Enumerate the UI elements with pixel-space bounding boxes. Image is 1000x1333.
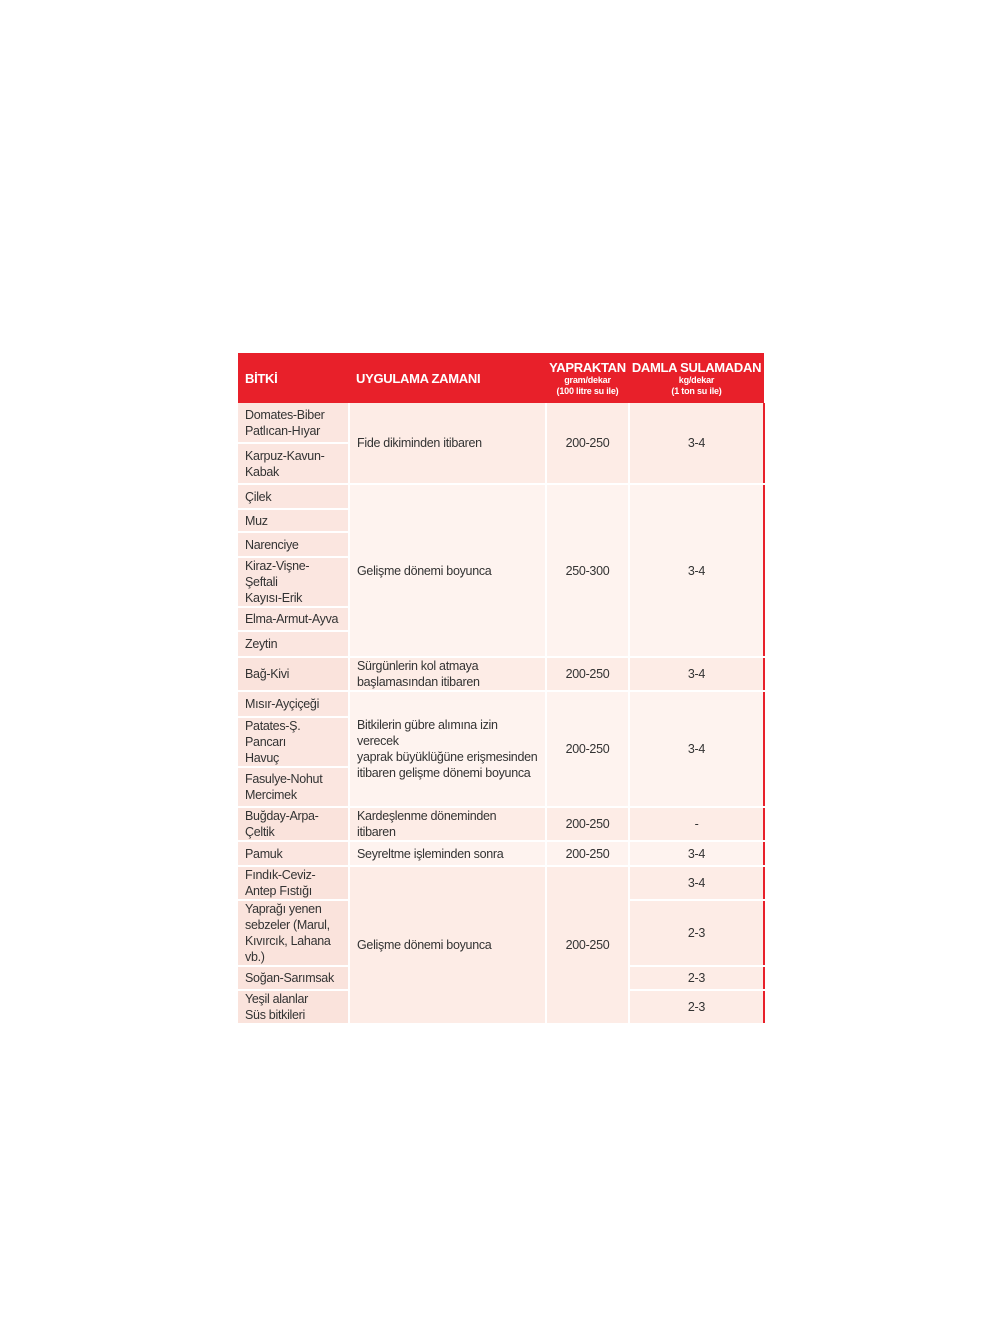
- leaf-dose-cell: 200-250: [546, 841, 629, 866]
- leaf-dose-cell: 200-250: [546, 657, 629, 691]
- plant-cell: Soğan-Sarımsak: [238, 966, 349, 990]
- plant-cell: Mısır-Ayçiçeği: [238, 691, 349, 717]
- leaf-dose-cell: 250-300: [546, 484, 629, 657]
- plant-cell: Domates-Biber Patlıcan-Hıyar: [238, 403, 349, 443]
- table-row: [238, 691, 764, 717]
- plant-cell: Buğday-Arpa-Çeltik: [238, 807, 349, 841]
- drip-dose-cell: 2-3: [629, 900, 764, 966]
- drip-dose-cell: 3-4: [629, 841, 764, 866]
- table-header-row: [238, 353, 764, 403]
- timing-cell: Bitkilerin gübre alımına izin verecek yaprak büyüklüğüne erişmesinden itibaren gelişme dönemi boyunca: [349, 691, 546, 807]
- header-leaf: [546, 353, 629, 403]
- leaf-dose-cell: 200-250: [546, 807, 629, 841]
- header-drip-unit: kg/dekar: [678, 374, 715, 385]
- header-drip: [629, 353, 764, 403]
- timing-cell: Gelişme dönemi boyunca: [349, 484, 546, 657]
- plant-cell: Muz: [238, 509, 349, 532]
- timing-cell: Fide dikiminden itibaren: [349, 403, 546, 484]
- drip-dose-cell: -: [629, 807, 764, 841]
- leaf-dose-cell: 200-250: [546, 691, 629, 807]
- timing-cell: Gelişme dönemi boyunca: [349, 866, 546, 1024]
- drip-dose-cell: 3-4: [629, 403, 764, 484]
- dosage-table: [238, 353, 765, 1025]
- header-leaf-unit: gram/dekar: [564, 374, 611, 385]
- table-row: [238, 484, 764, 509]
- header-leaf-note: (100 litre su ile): [556, 385, 619, 396]
- drip-dose-cell: 3-4: [629, 691, 764, 807]
- plant-cell: Yeşil alanlar Süs bitkileri: [238, 990, 349, 1024]
- table-row: [238, 403, 764, 443]
- plant-cell: Karpuz-Kavun- Kabak: [238, 443, 349, 484]
- plant-cell: Narenciye: [238, 532, 349, 557]
- plant-cell: Elma-Armut-Ayva: [238, 607, 349, 631]
- dosage-table-wrapper: [238, 353, 764, 1025]
- plant-cell: Bağ-Kivi: [238, 657, 349, 691]
- drip-dose-cell: 3-4: [629, 657, 764, 691]
- table-row: [238, 807, 764, 841]
- header-drip-title: DAMLA SULAMADAN: [631, 359, 762, 375]
- drip-dose-cell: 2-3: [629, 966, 764, 990]
- header-leaf-title: YAPRAKTAN: [549, 359, 626, 375]
- plant-cell: Fındık-Ceviz- Antep Fıstığı: [238, 866, 349, 900]
- header-plant: BİTKİ: [238, 353, 349, 403]
- drip-dose-cell: 2-3: [629, 990, 764, 1024]
- timing-cell: Kardeşlenme döneminden itibaren: [349, 807, 546, 841]
- table-row: [238, 866, 764, 900]
- plant-cell: Kiraz-Vişne-Şeftali Kayısı-Erik: [238, 557, 349, 607]
- leaf-dose-cell: 200-250: [546, 866, 629, 1024]
- plant-cell: Patates-Ş. Pancarı Havuç: [238, 717, 349, 767]
- leaf-dose-cell: 200-250: [546, 403, 629, 484]
- plant-cell: Fasulye-Nohut Mercimek: [238, 767, 349, 807]
- drip-dose-cell: 3-4: [629, 484, 764, 657]
- timing-cell: Seyreltme işleminden sonra: [349, 841, 546, 866]
- header-drip-note: (1 ton su ile): [671, 385, 722, 396]
- plant-cell: Yaprağı yenen sebzeler (Marul, Kıvırcık, Lahana vb.): [238, 900, 349, 966]
- timing-cell: Sürgünlerin kol atmaya başlamasından itibaren: [349, 657, 546, 691]
- table-row: [238, 657, 764, 691]
- plant-cell: Pamuk: [238, 841, 349, 866]
- drip-dose-cell: 3-4: [629, 866, 764, 900]
- plant-cell: Çilek: [238, 484, 349, 509]
- table-row: [238, 841, 764, 866]
- header-timing: UYGULAMA ZAMANI: [349, 353, 546, 403]
- plant-cell: Zeytin: [238, 631, 349, 657]
